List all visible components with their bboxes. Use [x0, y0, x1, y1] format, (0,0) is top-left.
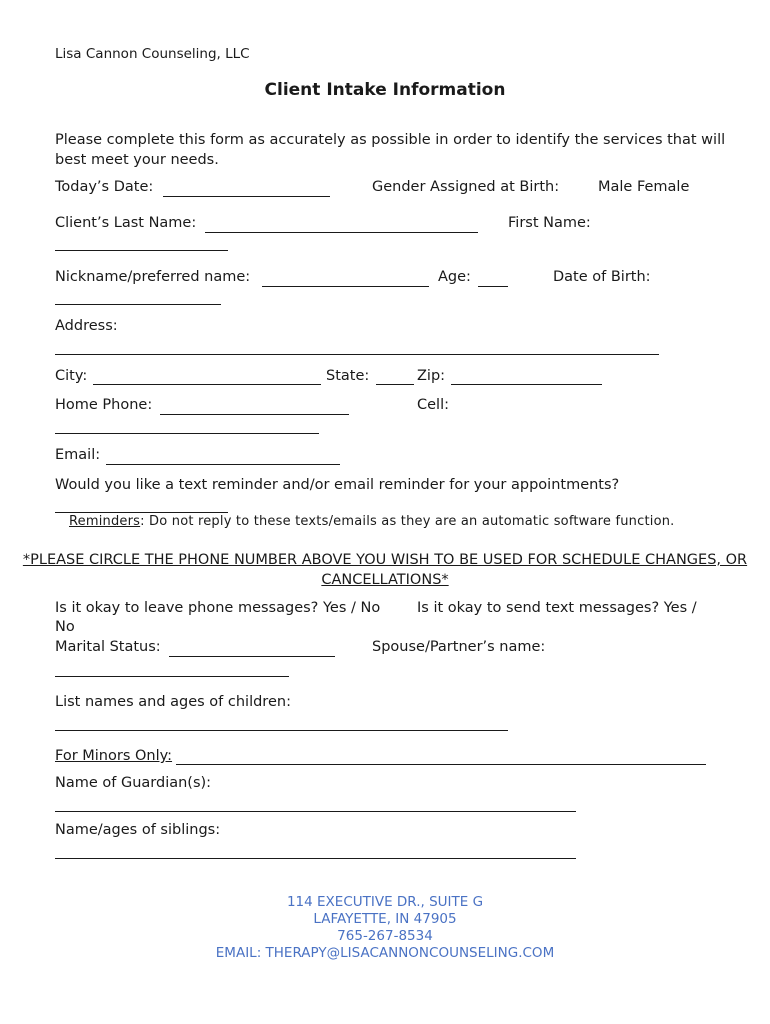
todays-date-label: Today’s Date: — [55, 179, 154, 195]
reminders-note — [69, 514, 675, 529]
address-label: Address: — [55, 318, 118, 334]
age-field[interactable] — [478, 286, 508, 287]
reminder-answer-field[interactable] — [55, 512, 228, 513]
footer-phone: 765-267-8534 — [337, 928, 433, 944]
email-label: Email: — [55, 447, 101, 463]
guardian-field[interactable] — [55, 811, 576, 812]
cell-field[interactable] — [55, 433, 319, 434]
marital-status-field[interactable] — [169, 656, 335, 657]
cell-label: Cell: — [417, 397, 449, 413]
phone-messages-question: Is it okay to leave phone messages? Yes / No — [55, 600, 381, 616]
page-title: Client Intake Information — [264, 80, 506, 100]
intro-text: Please complete this form as accurately as possible in order to identify the services that will best meet your needs. — [55, 132, 726, 168]
spouse-field[interactable] — [55, 676, 289, 677]
minors-heading: For Minors Only: — [55, 748, 173, 764]
email-field[interactable] — [106, 464, 340, 465]
circle-phone-note: *PLEASE CIRCLE THE PHONE NUMBER ABOVE YOU WISH TO BE USED FOR SCHEDULE CHANGES, OR CANCELLATIONS* — [22, 552, 748, 588]
siblings-field[interactable] — [55, 858, 576, 859]
home-phone-label: Home Phone: — [55, 397, 153, 413]
zip-field[interactable] — [451, 384, 602, 385]
guardian-label: Name of Guardian(s): — [55, 775, 212, 791]
address-field[interactable] — [55, 354, 659, 355]
minors-field[interactable] — [176, 764, 706, 765]
organization-name: Lisa Cannon Counseling, LLC — [55, 46, 250, 62]
reminder-question: Would you like a text reminder and/or email reminder for your appointments? — [55, 477, 620, 493]
reminders-note-label: Reminders — [69, 514, 141, 529]
nickname-label: Nickname/preferred name: — [55, 269, 251, 285]
spouse-label: Spouse/Partner’s name: — [372, 639, 546, 655]
reminders-note-text: : Do not reply to these texts/emails as they are an automatic software function. — [140, 514, 675, 529]
state-label: State: — [326, 368, 370, 384]
children-label: List names and ages of children: — [55, 694, 291, 710]
first-name-label: First Name: — [508, 215, 591, 231]
footer-address-line2: LAFAYETTE, IN 47905 — [313, 911, 457, 927]
nickname-field[interactable] — [262, 286, 429, 287]
city-label: City: — [55, 368, 88, 384]
marital-status-label: Marital Status: — [55, 639, 161, 655]
text-messages-question: Is it okay to send text messages? Yes / — [417, 600, 697, 616]
state-field[interactable] — [376, 384, 414, 385]
dob-label: Date of Birth: — [553, 269, 651, 285]
home-phone-field[interactable] — [160, 414, 349, 415]
text-messages-question-wrap: No — [55, 619, 75, 635]
gender-options[interactable]: Male Female — [598, 179, 690, 195]
last-name-label: Client’s Last Name: — [55, 215, 197, 231]
first-name-field[interactable] — [55, 250, 228, 251]
last-name-field[interactable] — [205, 232, 478, 233]
city-field[interactable] — [93, 384, 321, 385]
siblings-label: Name/ages of siblings: — [55, 822, 221, 838]
footer-address-line1: 114 EXECUTIVE DR., SUITE G — [286, 894, 484, 910]
footer-email[interactable]: EMAIL: THERAPY@LISACANNONCOUNSELING.COM — [215, 945, 555, 961]
dob-field[interactable] — [55, 304, 221, 305]
gender-label: Gender Assigned at Birth: — [372, 179, 560, 195]
footer-contact — [0, 894, 770, 962]
todays-date-field[interactable] — [163, 196, 330, 197]
age-label: Age: — [438, 269, 471, 285]
children-field[interactable] — [55, 730, 508, 731]
zip-label: Zip: — [417, 368, 446, 384]
